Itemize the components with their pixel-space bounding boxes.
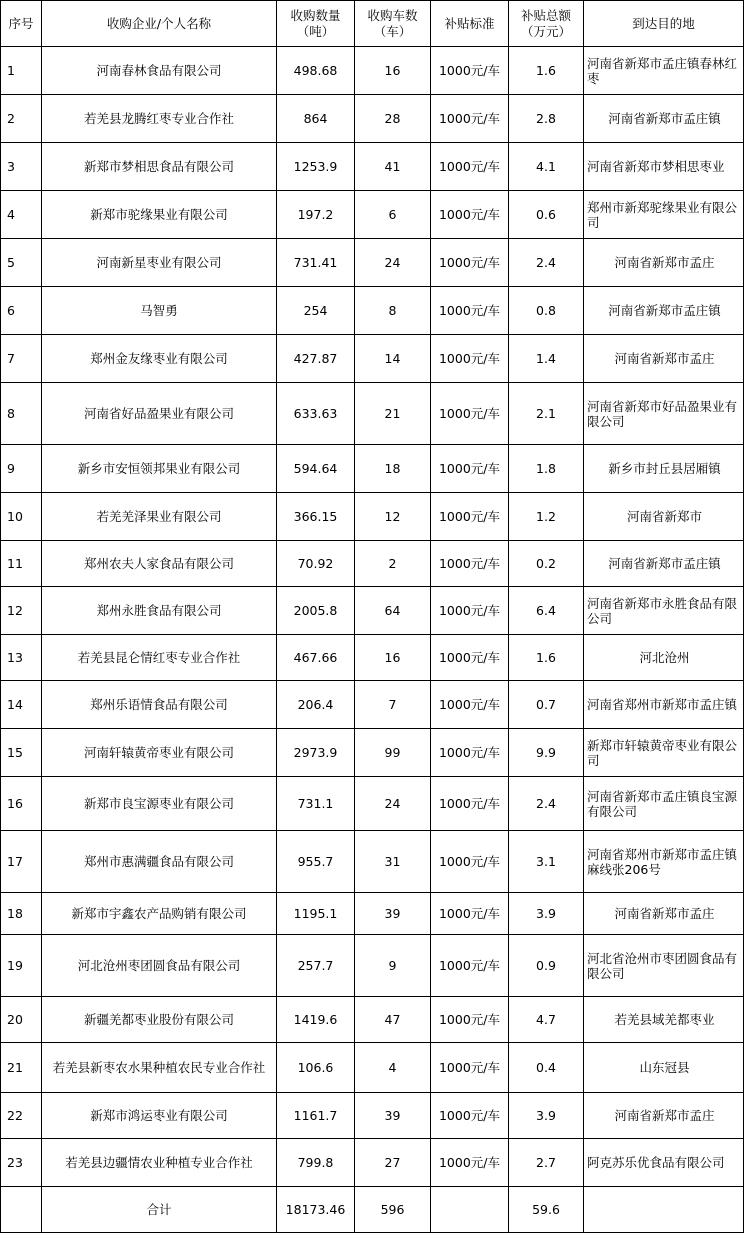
cell-no: 14 bbox=[1, 681, 42, 729]
cell-no: 20 bbox=[1, 997, 42, 1043]
cell-tons: 197.2 bbox=[277, 191, 355, 239]
cell-trucks: 14 bbox=[355, 335, 431, 383]
cell-destination: 阿克苏乐优食品有限公司 bbox=[584, 1139, 744, 1187]
cell-trucks: 16 bbox=[355, 47, 431, 95]
cell-tons: 2973.9 bbox=[277, 729, 355, 777]
cell-standard: 1000元/车 bbox=[431, 287, 509, 335]
cell-no: 11 bbox=[1, 541, 42, 587]
cell-name: 若羌县边疆情农业种植专业合作社 bbox=[42, 1139, 277, 1187]
cell-name: 若羌县新枣农水果种植农民专业合作社 bbox=[42, 1043, 277, 1093]
cell-name: 新乡市安恒领邦果业有限公司 bbox=[42, 445, 277, 493]
cell-amount: 2.8 bbox=[509, 95, 584, 143]
header-standard: 补贴标准 bbox=[431, 1, 509, 47]
cell-no: 15 bbox=[1, 729, 42, 777]
cell-trucks: 39 bbox=[355, 893, 431, 935]
cell-name: 新疆羌都枣业股份有限公司 bbox=[42, 997, 277, 1043]
cell-amount: 0.9 bbox=[509, 935, 584, 997]
cell-tons: 955.7 bbox=[277, 831, 355, 893]
cell-name: 新郑市良宝源枣业有限公司 bbox=[42, 777, 277, 831]
cell-no: 17 bbox=[1, 831, 42, 893]
cell-standard: 1000元/车 bbox=[431, 335, 509, 383]
cell-standard: 1000元/车 bbox=[431, 95, 509, 143]
cell-tons: 1253.9 bbox=[277, 143, 355, 191]
cell-destination: 河南省郑州市新郑市孟庄镇麻线张206号 bbox=[584, 831, 744, 893]
cell-standard: 1000元/车 bbox=[431, 777, 509, 831]
cell-amount: 2.4 bbox=[509, 239, 584, 287]
cell-standard: 1000元/车 bbox=[431, 1139, 509, 1187]
cell-name: 若羌县龙腾红枣专业合作社 bbox=[42, 95, 277, 143]
cell-trucks: 18 bbox=[355, 445, 431, 493]
table-row bbox=[1, 287, 744, 335]
table-row bbox=[1, 47, 744, 95]
cell-no: 5 bbox=[1, 239, 42, 287]
header-tons: 收购数量 （吨） bbox=[277, 1, 355, 47]
cell-standard: 1000元/车 bbox=[431, 47, 509, 95]
cell-trucks: 24 bbox=[355, 777, 431, 831]
cell-trucks: 6 bbox=[355, 191, 431, 239]
cell-amount: 1.2 bbox=[509, 493, 584, 541]
total-destination bbox=[584, 1187, 744, 1233]
cell-tons: 467.66 bbox=[277, 635, 355, 681]
table-row bbox=[1, 335, 744, 383]
total-label: 合计 bbox=[42, 1187, 277, 1233]
cell-no: 8 bbox=[1, 383, 42, 445]
cell-trucks: 16 bbox=[355, 635, 431, 681]
cell-standard: 1000元/车 bbox=[431, 587, 509, 635]
cell-destination: 河南省新郑市孟庄 bbox=[584, 335, 744, 383]
cell-trucks: 24 bbox=[355, 239, 431, 287]
total-no bbox=[1, 1187, 42, 1233]
header-row bbox=[1, 1, 744, 47]
cell-no: 4 bbox=[1, 191, 42, 239]
cell-name: 河南春林食品有限公司 bbox=[42, 47, 277, 95]
header-amount: 补贴总额 （万元） bbox=[509, 1, 584, 47]
cell-trucks: 12 bbox=[355, 493, 431, 541]
cell-standard: 1000元/车 bbox=[431, 445, 509, 493]
cell-tons: 257.7 bbox=[277, 935, 355, 997]
table-row bbox=[1, 635, 744, 681]
cell-name: 郑州农夫人家食品有限公司 bbox=[42, 541, 277, 587]
cell-amount: 0.8 bbox=[509, 287, 584, 335]
cell-tons: 864 bbox=[277, 95, 355, 143]
cell-name: 新郑市驼缘果业有限公司 bbox=[42, 191, 277, 239]
table-row bbox=[1, 777, 744, 831]
table-row bbox=[1, 445, 744, 493]
cell-tons: 1419.6 bbox=[277, 997, 355, 1043]
cell-name: 郑州金友缘枣业有限公司 bbox=[42, 335, 277, 383]
cell-name: 若羌县昆仑情红枣专业合作社 bbox=[42, 635, 277, 681]
cell-name: 河南新星枣业有限公司 bbox=[42, 239, 277, 287]
cell-standard: 1000元/车 bbox=[431, 191, 509, 239]
table-row bbox=[1, 893, 744, 935]
cell-standard: 1000元/车 bbox=[431, 729, 509, 777]
cell-trucks: 41 bbox=[355, 143, 431, 191]
header-name: 收购企业/个人名称 bbox=[42, 1, 277, 47]
cell-standard: 1000元/车 bbox=[431, 935, 509, 997]
cell-no: 9 bbox=[1, 445, 42, 493]
cell-destination: 河南省新郑市孟庄镇 bbox=[584, 95, 744, 143]
cell-no: 21 bbox=[1, 1043, 42, 1093]
cell-no: 12 bbox=[1, 587, 42, 635]
cell-no: 2 bbox=[1, 95, 42, 143]
cell-no: 22 bbox=[1, 1093, 42, 1139]
cell-tons: 594.64 bbox=[277, 445, 355, 493]
cell-trucks: 21 bbox=[355, 383, 431, 445]
cell-destination: 河南省新郑市孟庄 bbox=[584, 893, 744, 935]
cell-no: 6 bbox=[1, 287, 42, 335]
cell-destination: 河南省新郑市梦相思枣业 bbox=[584, 143, 744, 191]
table-row bbox=[1, 681, 744, 729]
table-row bbox=[1, 239, 744, 287]
table-row bbox=[1, 1139, 744, 1187]
cell-amount: 3.9 bbox=[509, 1093, 584, 1139]
cell-trucks: 99 bbox=[355, 729, 431, 777]
cell-name: 河北沧州枣团圆食品有限公司 bbox=[42, 935, 277, 997]
cell-name: 新郑市鸿运枣业有限公司 bbox=[42, 1093, 277, 1139]
table-row bbox=[1, 729, 744, 777]
table-row bbox=[1, 831, 744, 893]
cell-amount: 0.6 bbox=[509, 191, 584, 239]
cell-amount: 1.6 bbox=[509, 47, 584, 95]
cell-name: 郑州永胜食品有限公司 bbox=[42, 587, 277, 635]
cell-tons: 427.87 bbox=[277, 335, 355, 383]
cell-name: 若羌羌泽果业有限公司 bbox=[42, 493, 277, 541]
cell-tons: 633.63 bbox=[277, 383, 355, 445]
cell-tons: 731.1 bbox=[277, 777, 355, 831]
cell-no: 16 bbox=[1, 777, 42, 831]
cell-standard: 1000元/车 bbox=[431, 239, 509, 287]
cell-tons: 206.4 bbox=[277, 681, 355, 729]
cell-amount: 6.4 bbox=[509, 587, 584, 635]
cell-standard: 1000元/车 bbox=[431, 635, 509, 681]
header-no: 序号 bbox=[1, 1, 42, 47]
total-amount: 59.6 bbox=[509, 1187, 584, 1233]
cell-trucks: 31 bbox=[355, 831, 431, 893]
cell-amount: 0.7 bbox=[509, 681, 584, 729]
total-row bbox=[1, 1187, 744, 1233]
cell-destination: 河北沧州 bbox=[584, 635, 744, 681]
cell-tons: 799.8 bbox=[277, 1139, 355, 1187]
total-standard bbox=[431, 1187, 509, 1233]
cell-tons: 2005.8 bbox=[277, 587, 355, 635]
cell-trucks: 8 bbox=[355, 287, 431, 335]
cell-standard: 1000元/车 bbox=[431, 541, 509, 587]
cell-tons: 106.6 bbox=[277, 1043, 355, 1093]
cell-name: 新郑市宇鑫农产品购销有限公司 bbox=[42, 893, 277, 935]
cell-trucks: 2 bbox=[355, 541, 431, 587]
cell-standard: 1000元/车 bbox=[431, 383, 509, 445]
cell-destination: 河南省新郑市孟庄镇 bbox=[584, 287, 744, 335]
table-row bbox=[1, 541, 744, 587]
cell-destination: 河北省沧州市枣团圆食品有限公司 bbox=[584, 935, 744, 997]
cell-trucks: 4 bbox=[355, 1043, 431, 1093]
cell-destination: 河南省新郑市孟庄镇春林红枣 bbox=[584, 47, 744, 95]
cell-name: 河南省好品盈果业有限公司 bbox=[42, 383, 277, 445]
cell-tons: 1161.7 bbox=[277, 1093, 355, 1139]
cell-destination: 新郑市轩辕黄帝枣业有限公司 bbox=[584, 729, 744, 777]
cell-trucks: 9 bbox=[355, 935, 431, 997]
cell-tons: 366.15 bbox=[277, 493, 355, 541]
cell-trucks: 7 bbox=[355, 681, 431, 729]
cell-destination: 河南省新郑市永胜食品有限公司 bbox=[584, 587, 744, 635]
total-tons: 18173.46 bbox=[277, 1187, 355, 1233]
cell-no: 18 bbox=[1, 893, 42, 935]
cell-amount: 3.1 bbox=[509, 831, 584, 893]
cell-name: 河南轩辕黄帝枣业有限公司 bbox=[42, 729, 277, 777]
cell-trucks: 27 bbox=[355, 1139, 431, 1187]
cell-destination: 河南省新郑市 bbox=[584, 493, 744, 541]
cell-destination: 郑州市新郑驼缘果业有限公司 bbox=[584, 191, 744, 239]
cell-standard: 1000元/车 bbox=[431, 997, 509, 1043]
table-row bbox=[1, 191, 744, 239]
cell-trucks: 47 bbox=[355, 997, 431, 1043]
cell-standard: 1000元/车 bbox=[431, 681, 509, 729]
cell-amount: 9.9 bbox=[509, 729, 584, 777]
cell-amount: 3.9 bbox=[509, 893, 584, 935]
cell-amount: 4.7 bbox=[509, 997, 584, 1043]
cell-destination: 河南省新郑市孟庄镇良宝源有限公司 bbox=[584, 777, 744, 831]
cell-standard: 1000元/车 bbox=[431, 831, 509, 893]
cell-amount: 1.6 bbox=[509, 635, 584, 681]
cell-amount: 2.7 bbox=[509, 1139, 584, 1187]
cell-tons: 1195.1 bbox=[277, 893, 355, 935]
total-trucks: 596 bbox=[355, 1187, 431, 1233]
cell-amount: 1.4 bbox=[509, 335, 584, 383]
cell-destination: 河南省新郑市好品盈果业有限公司 bbox=[584, 383, 744, 445]
cell-tons: 254 bbox=[277, 287, 355, 335]
cell-destination: 若羌县域羌都枣业 bbox=[584, 997, 744, 1043]
table-row bbox=[1, 143, 744, 191]
cell-standard: 1000元/车 bbox=[431, 1093, 509, 1139]
cell-amount: 0.4 bbox=[509, 1043, 584, 1093]
cell-tons: 70.92 bbox=[277, 541, 355, 587]
table-row bbox=[1, 1093, 744, 1139]
header-trucks: 收购车数 （车） bbox=[355, 1, 431, 47]
cell-standard: 1000元/车 bbox=[431, 1043, 509, 1093]
table-row bbox=[1, 95, 744, 143]
table-row bbox=[1, 935, 744, 997]
table-row bbox=[1, 493, 744, 541]
table-row bbox=[1, 1043, 744, 1093]
cell-amount: 0.2 bbox=[509, 541, 584, 587]
cell-no: 7 bbox=[1, 335, 42, 383]
cell-destination: 新乡市封丘县居厢镇 bbox=[584, 445, 744, 493]
cell-amount: 2.1 bbox=[509, 383, 584, 445]
cell-destination: 河南省郑州市新郑市孟庄镇 bbox=[584, 681, 744, 729]
cell-amount: 4.1 bbox=[509, 143, 584, 191]
cell-standard: 1000元/车 bbox=[431, 493, 509, 541]
cell-standard: 1000元/车 bbox=[431, 143, 509, 191]
header-destination: 到达目的地 bbox=[584, 1, 744, 47]
cell-name: 新郑市梦相思食品有限公司 bbox=[42, 143, 277, 191]
cell-name: 马智勇 bbox=[42, 287, 277, 335]
cell-destination: 河南省新郑市孟庄镇 bbox=[584, 541, 744, 587]
table-row bbox=[1, 997, 744, 1043]
cell-no: 23 bbox=[1, 1139, 42, 1187]
cell-amount: 1.8 bbox=[509, 445, 584, 493]
table-row bbox=[1, 587, 744, 635]
cell-amount: 2.4 bbox=[509, 777, 584, 831]
cell-destination: 河南省新郑市孟庄 bbox=[584, 1093, 744, 1139]
table-body bbox=[1, 47, 744, 1187]
cell-no: 19 bbox=[1, 935, 42, 997]
cell-trucks: 28 bbox=[355, 95, 431, 143]
cell-name: 郑州市惠满疆食品有限公司 bbox=[42, 831, 277, 893]
cell-destination: 山东冠县 bbox=[584, 1043, 744, 1093]
table-row bbox=[1, 383, 744, 445]
cell-name: 郑州乐语情食品有限公司 bbox=[42, 681, 277, 729]
cell-trucks: 64 bbox=[355, 587, 431, 635]
cell-standard: 1000元/车 bbox=[431, 893, 509, 935]
cell-destination: 河南省新郑市孟庄 bbox=[584, 239, 744, 287]
cell-no: 3 bbox=[1, 143, 42, 191]
cell-tons: 731.41 bbox=[277, 239, 355, 287]
cell-trucks: 39 bbox=[355, 1093, 431, 1139]
cell-tons: 498.68 bbox=[277, 47, 355, 95]
cell-no: 10 bbox=[1, 493, 42, 541]
cell-no: 1 bbox=[1, 47, 42, 95]
cell-no: 13 bbox=[1, 635, 42, 681]
